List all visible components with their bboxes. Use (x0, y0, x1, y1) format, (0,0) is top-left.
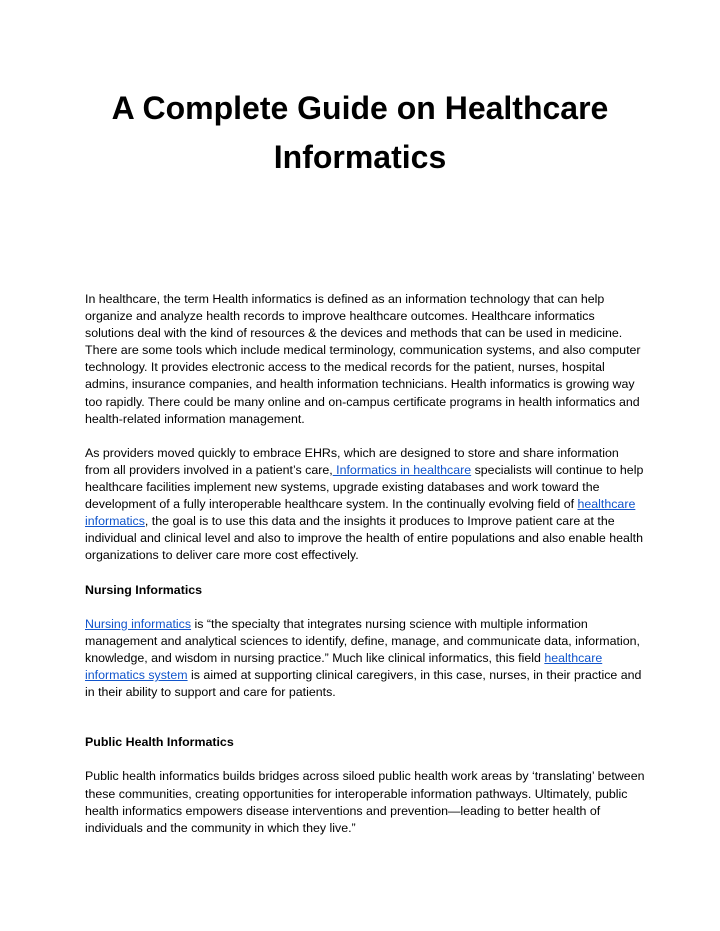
informatics-in-healthcare-link[interactable]: Informatics in healthcare (332, 462, 472, 477)
public-health-informatics-heading: Public Health Informatics (85, 735, 234, 750)
providers-text-2: specialists will continue to help healthcare facilities implement new systems, upgrade existing databases and work toward the development of a fully interoperable healthcare system. In the continually evolving field of (85, 462, 644, 512)
providers-text-1: As providers moved quickly to embrace EHRs, which are designed to store and share information from all providers involved in a patient’s care, (85, 445, 619, 477)
spacer (85, 565, 645, 582)
providers-paragraph (85, 445, 645, 565)
nursing-informatics-link[interactable]: Nursing informatics (85, 616, 192, 631)
nursing-text-1: is “the specialty that integrates nursing science with multiple information management and analytical sciences to identify, define, manage, and communicate data, information, knowledge, and wisdom in nursing practice.” Much like clinical informatics, this field (85, 616, 640, 665)
intro-paragraph: In healthcare, the term Health informatics is defined as an information technology that can help organize and analyze health records to improve healthcare outcomes. Healthcare informatics solutions deal with the kind of resources & the devices and methods that can be used in medicine. There are some tools which include medical terminology, communication systems, and also computer technology. It provides electronic access to the medical records for the patient, nurses, hospital admins, insurance companies, and health information technicians. Health informatics is growing way too rapidly. There could be many online and on-campus certificate programs in health informatics and health-related information management. (85, 292, 641, 426)
document-title: A Complete Guide on Healthcare Informatics (111, 90, 609, 175)
nursing-paragraph (85, 616, 645, 701)
nursing-informatics-heading: Nursing Informatics (85, 582, 203, 597)
document-body (85, 291, 645, 837)
public-health-paragraph: Public health informatics builds bridges across siloed public health work areas by ‘translating’ between these communities, creating opportunities for interoperable information pathways. Ultimately, public health informatics empowers disease interventions and prevention—leading to better health of individuals and the community in which they live.” (85, 769, 645, 835)
spacer (85, 701, 645, 734)
providers-text-3: , the goal is to use this data and the insights it produces to Improve patient care at the individual and clinical level and also to improve the health of entire populations and also enable health organizations to deliver care more cost effectively. (85, 514, 643, 563)
nursing-text-2: is aimed at supporting clinical caregivers, in this case, nurses, in their practice and in their ability to support and care for patients. (85, 668, 642, 700)
healthcare-informatics-link[interactable]: healthcare informatics (85, 497, 636, 529)
healthcare-informatics-system-link[interactable]: healthcare informatics system (85, 650, 603, 683)
spacer (85, 599, 645, 616)
spacer (85, 751, 645, 768)
spacer (85, 428, 645, 445)
